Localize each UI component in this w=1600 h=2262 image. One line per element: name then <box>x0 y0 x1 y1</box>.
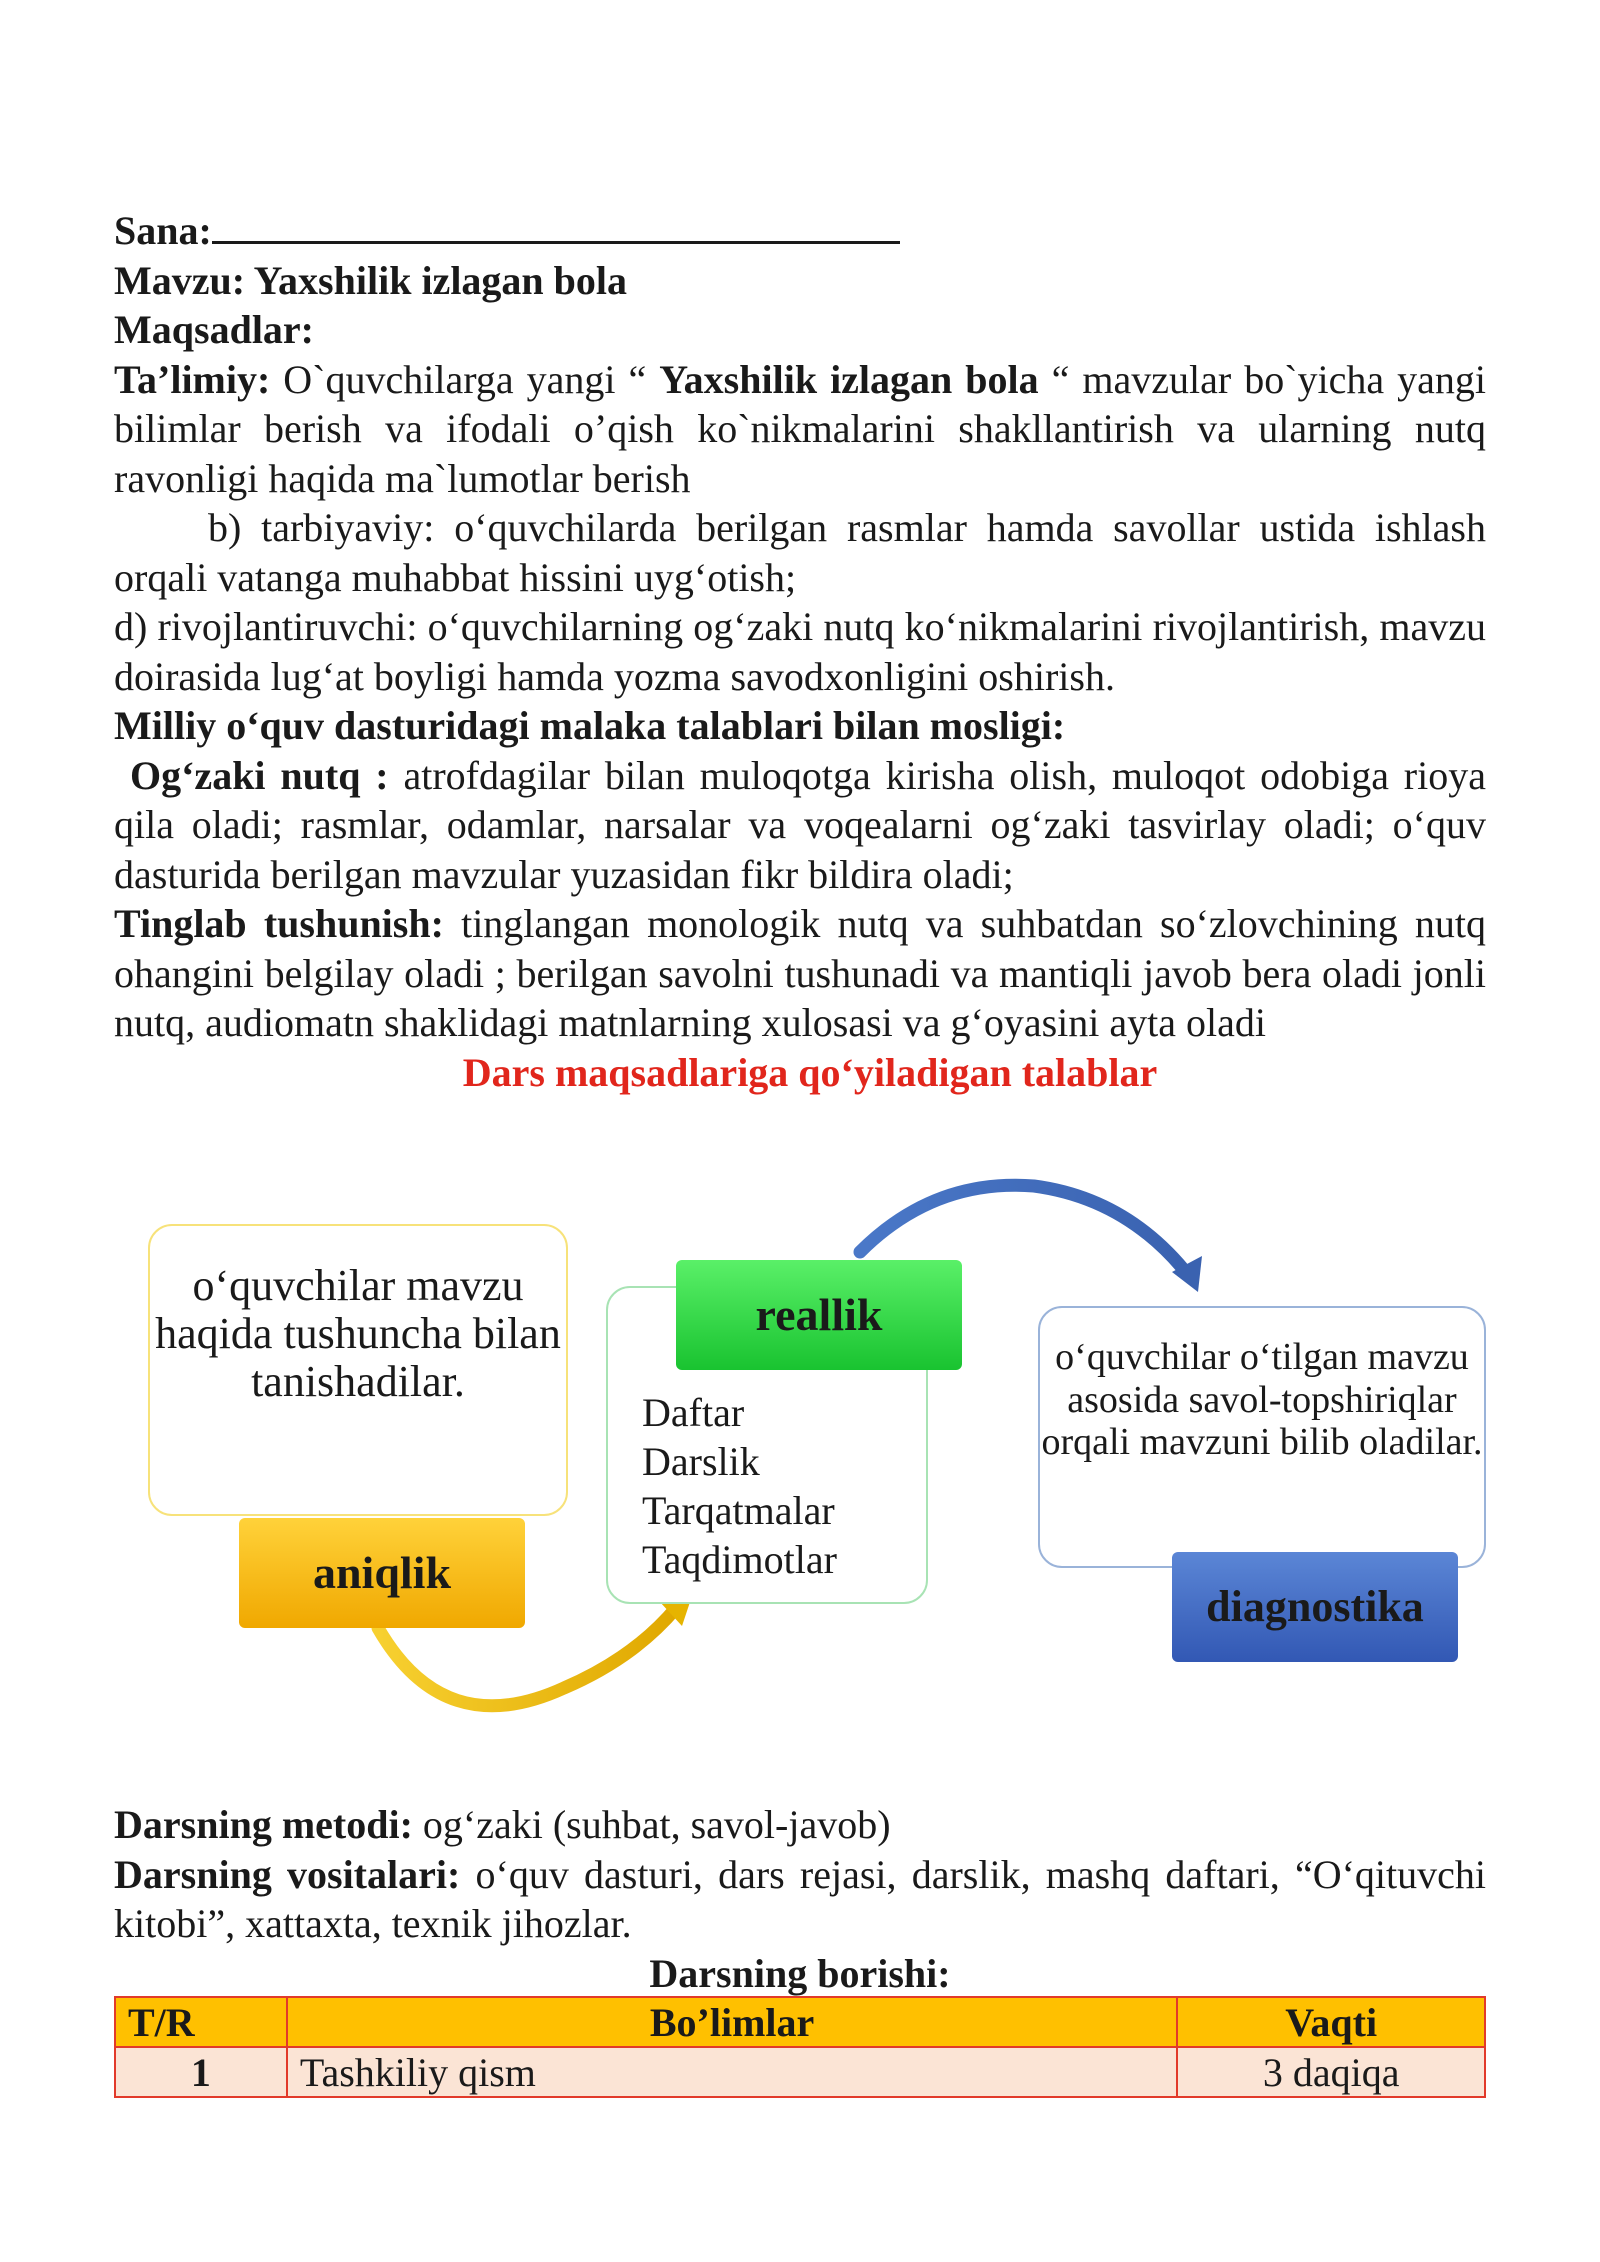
vosita-text: o‘quv dasturi, dars rejasi, darslik, mashq daftari, “O‘qituvchi kitobi”, xattaxta, texnik jihozlar. <box>114 1851 1486 1946</box>
diagnostic-text: o‘quvchilar o‘tilgan mavzu asosida savol-topshiriqlar orqali mavzuni bilib oladilar. <box>1041 1336 1483 1463</box>
ogzaki-text: atrofdagilar bilan muloqotga kirisha olish, muloqot odobiga rioya qila oladi; rasmlar, odamlar, narsalar va voqealarni og‘zaki tasvirlay oladi; o‘quv dasturida berilgan mavzular yuzasidan fikr bildira oladi; <box>114 752 1486 897</box>
requirements-diagram <box>114 1168 1486 1748</box>
talimiy-label: Ta’limiy: <box>114 356 271 402</box>
material-item: Darslik <box>642 1439 760 1484</box>
lesson-plan-text <box>114 205 1486 1097</box>
mavzu-label: Mavzu: <box>114 257 246 303</box>
tarbiyaviy-paragraph: b) tarbiyaviy: o‘quvchilarda berilgan rasmlar hamda savollar ustida ishlash orqali vatanga muhabbat hissini uyg‘otish; <box>114 505 1486 600</box>
vosita-label: Darsning vositalari: <box>114 1851 461 1897</box>
tinglab-text: tinglangan monologik nutq va suhbatdan so‘zlovchining nutq ohangini belgilay oladi ; berilgan savolni tushunadi va mantiqli javob bera oladi jonli nutq, audiomatn shaklidagi matnlarning xulosasi va g‘oyasini ayta oladi <box>114 901 1486 1045</box>
tinglab-label: Tinglab tushunish: <box>114 901 444 946</box>
metod-text: og‘zaki (suhbat, savol-javob) <box>412 1802 891 1847</box>
talimiy-text-2: “ mavzular bo`yicha yangi bilimlar berish va ifodali o’qish ko`nikmalarini shakllantirish va ularning nutq ravonligi haqida ma`lumotlar berish <box>114 356 1487 501</box>
material-item: Taqdimotlar <box>642 1537 837 1582</box>
column-header-time: Vaqti <box>1177 1997 1485 2047</box>
blue-curved-arrow <box>860 1185 1184 1270</box>
metod-line <box>114 1800 1486 1850</box>
aniqlik-tag: aniqlik <box>239 1518 525 1628</box>
materials-list <box>642 1388 837 1584</box>
maqsadlar-heading: Maqsadlar: <box>114 307 314 352</box>
sana-label: Sana: <box>114 208 212 253</box>
standards-heading: Milliy o‘quv dasturidagi malaka talablari bilan mosligi: <box>114 703 1066 748</box>
mavzu-value: Yaxshilik izlagan bola <box>253 257 628 303</box>
talimiy-paragraph <box>114 355 1486 504</box>
lesson-method-section <box>114 1800 1486 1998</box>
ogzaki-paragraph <box>114 751 1486 900</box>
metod-label: Darsning metodi: <box>114 1802 413 1847</box>
rivojlantiruvchi-paragraph: d) rivojlantiruvchi: o‘quvchilarning og‘zaki nutq ko‘nikmalarini rivojlantirish, mavzu doirasida lug‘at boyligi hamda yozma savodxonligini oshirish. <box>114 604 1486 699</box>
lesson-plan-table <box>114 1996 1486 2098</box>
diagram-title: Dars maqsadlariga qo‘yiladigan talablar <box>462 1049 1158 1095</box>
borishi-heading: Darsning borishi: <box>649 1950 951 1996</box>
row-section: Tashkiliy qism <box>287 2047 1178 2097</box>
table-header-row <box>115 1997 1485 2047</box>
row-time: 3 daqiqa <box>1177 2047 1485 2097</box>
ogzaki-label: Og‘zaki nutq : <box>130 752 389 798</box>
row-number: 1 <box>115 2047 287 2097</box>
mavzu-line <box>114 256 1486 306</box>
tinglab-paragraph <box>114 899 1486 1048</box>
table-row <box>115 2047 1485 2097</box>
precision-text: o‘quvchilar mavzu haqida tushuncha bilan tanishadilar. <box>155 1261 561 1406</box>
sana-line <box>114 205 1486 256</box>
precision-box <box>148 1224 568 1516</box>
talimiy-text-1: O`quvchilarga yangi “ <box>270 356 660 402</box>
material-item: Daftar <box>642 1390 745 1435</box>
reallik-tag: reallik <box>676 1260 962 1370</box>
diagnostika-tag: diagnostika <box>1172 1552 1458 1662</box>
vosita-paragraph <box>114 1850 1486 1949</box>
talimiy-topic: Yaxshilik izlagan bola <box>659 356 1039 402</box>
material-item: Tarqatmalar <box>642 1488 835 1533</box>
column-header-sections: Bo’limlar <box>287 1997 1178 2047</box>
column-header-number: T/R <box>115 1997 287 2047</box>
diagnostic-box <box>1038 1306 1486 1568</box>
sana-blank <box>212 205 900 244</box>
